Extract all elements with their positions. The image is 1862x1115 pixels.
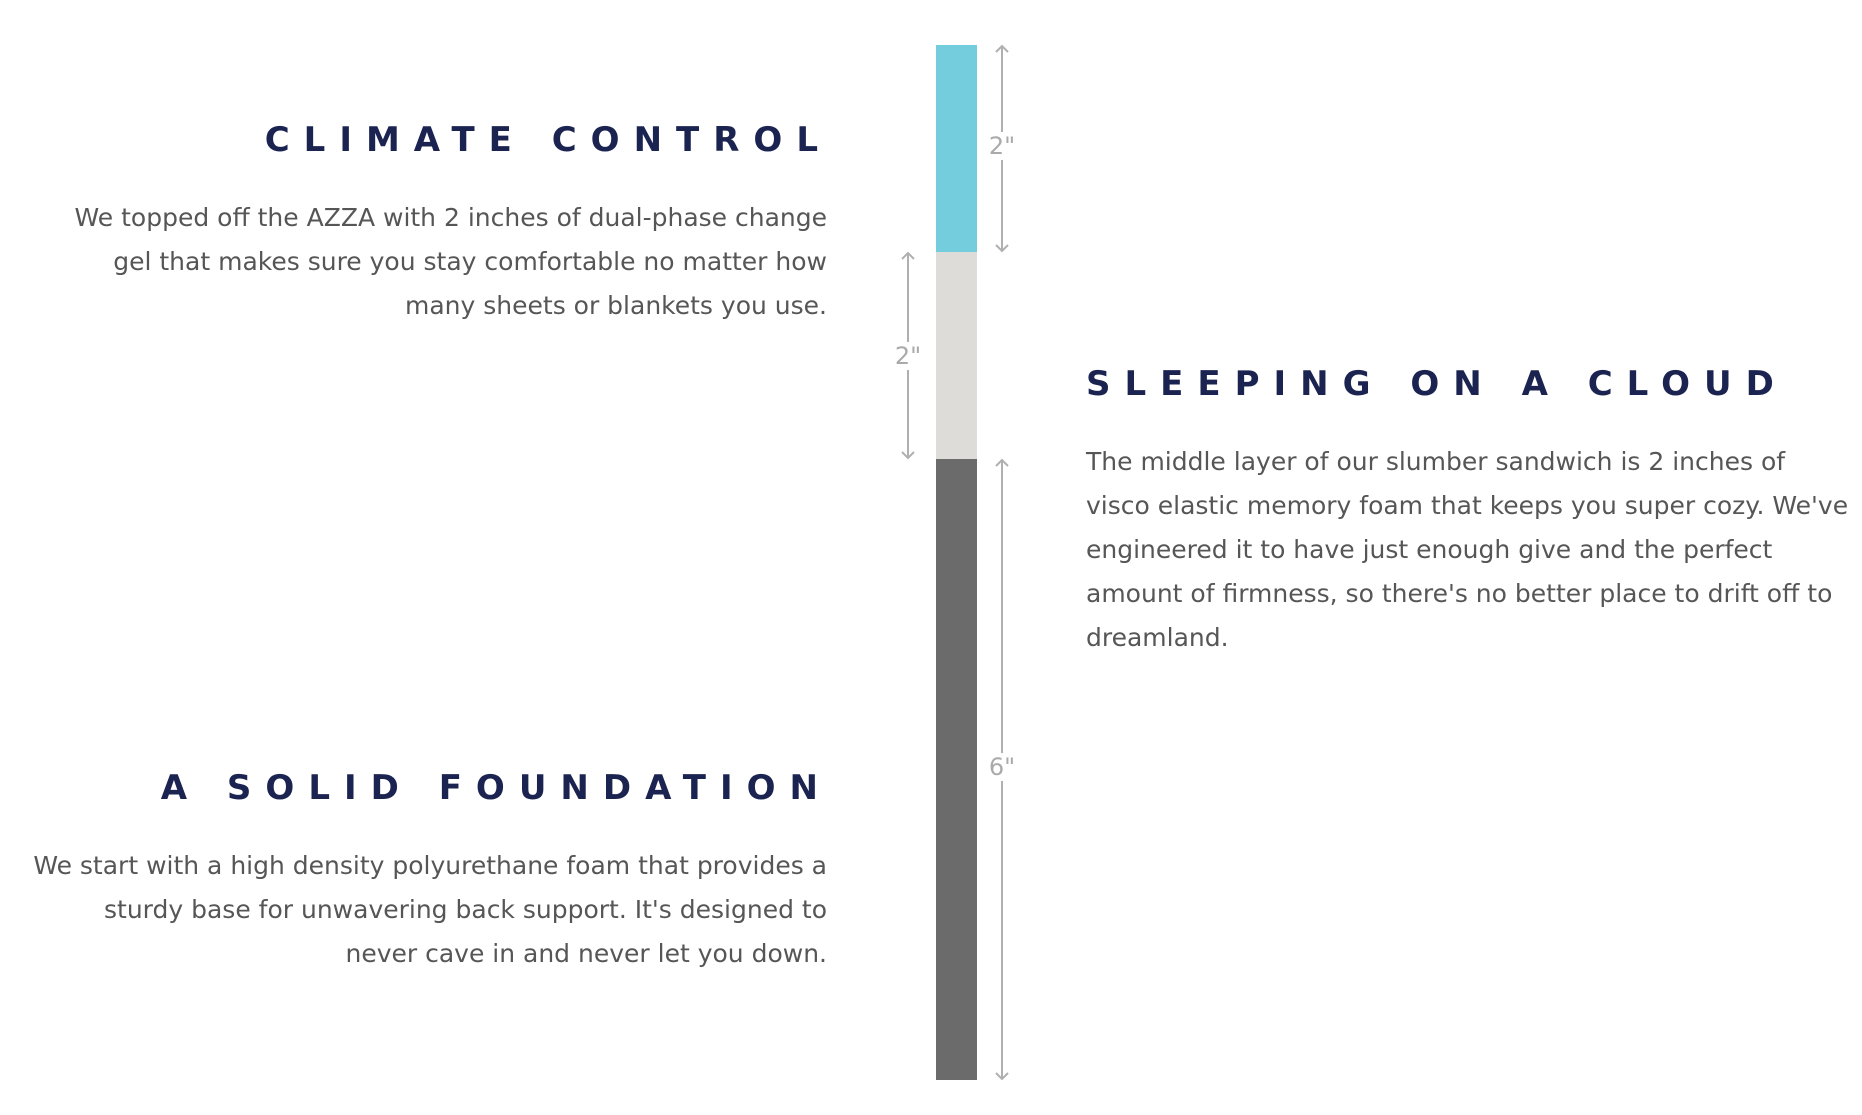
base-foam-thickness-label: 6" — [982, 753, 1022, 781]
gel-layer-thickness-indicator — [988, 45, 1016, 252]
gel-layer-bar — [936, 45, 977, 252]
climate-control-description: We topped off the AZZA with 2 inches of dual-phase change gel that makes sure you stay comfortable no matter how many sheets or blankets you use. — [74, 203, 827, 320]
gel-layer-thickness-label: 2" — [982, 132, 1022, 160]
sleeping-on-a-cloud-description: The middle layer of our slumber sandwich is 2 inches of visco elastic memory foam that keeps you super cozy. We've engineered it to have just enough give and the perfect amount of firmness, so there's no better place to drift off to dreamland. — [1086, 447, 1849, 652]
solid-foundation-description: We start with a high density polyurethane foam that provides a sturdy base for unwavering back support. It's designed to never cave in and never let you down. — [33, 851, 827, 968]
memory-foam-thickness-label: 2" — [888, 342, 928, 370]
base-foam-thickness-indicator — [988, 459, 1016, 1080]
climate-control-heading: CLIMATE CONTROL — [264, 120, 832, 160]
base-foam-layer-bar — [936, 459, 977, 1080]
memory-foam-thickness-indicator — [894, 252, 922, 459]
memory-foam-layer-bar — [936, 252, 977, 459]
solid-foundation-heading: A SOLID FOUNDATION — [160, 768, 832, 808]
sleeping-on-a-cloud-heading: SLEEPING ON A CLOUD — [1086, 364, 1788, 404]
